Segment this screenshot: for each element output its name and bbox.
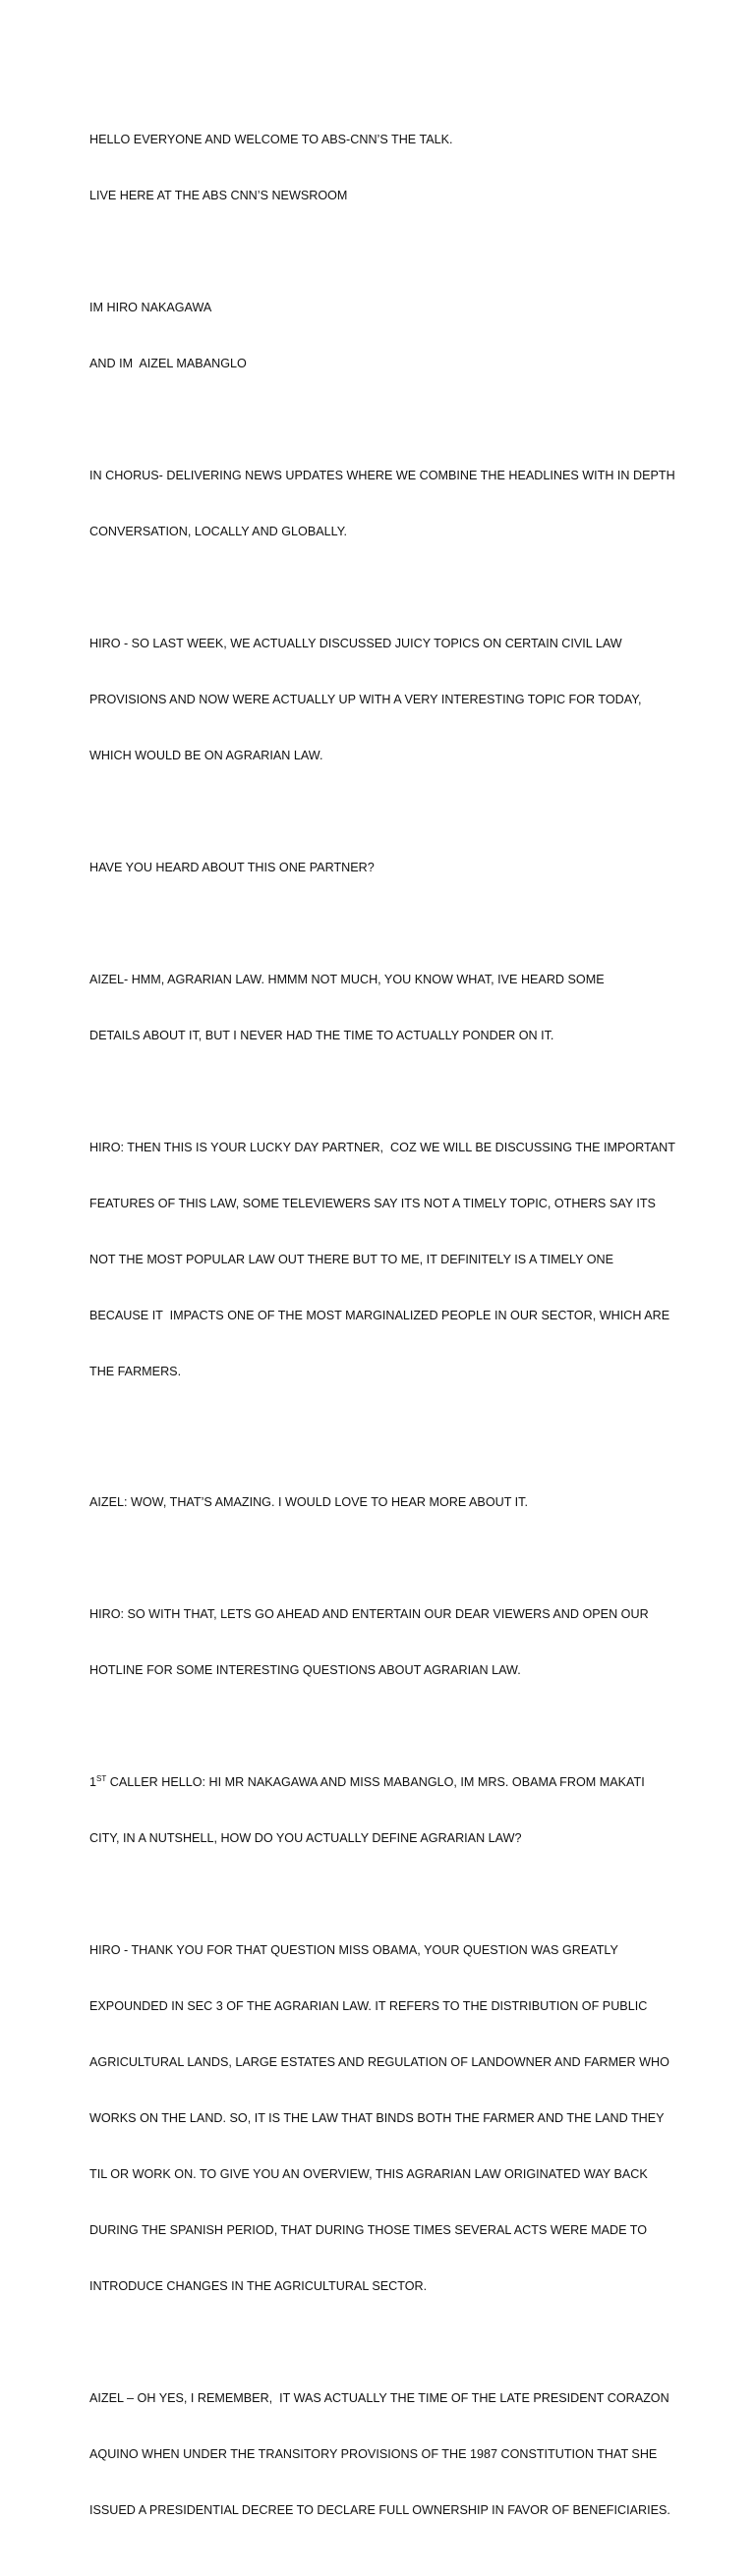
text-line: HIRO - SO LAST WEEK, WE ACTUALLY DISCUSSED JUICY TOPICS ON CERTAIN CIVIL LAW (89, 637, 622, 650)
text-line: THE FARMERS. (89, 1365, 182, 1378)
paragraph-aizel-reply (89, 933, 679, 1083)
text-line: WORKS ON THE LAND. SO, IT IS THE LAW THAT BINDS BOTH THE FARMER AND THE LAND THEY (89, 2111, 665, 2125)
text-line: IM HIRO NAKAGAWA (89, 301, 212, 314)
text-line (89, 1773, 679, 1792)
text-line: AGRICULTURAL LANDS, LARGE ESTATES AND REGULATION OF LANDOWNER AND FARMER WHO (89, 2055, 669, 2069)
text-line: DURING THE SPANISH PERIOD, THAT DURING THOSE TIMES SEVERAL ACTS WERE MADE TO (89, 2223, 648, 2237)
paragraph-chorus (89, 429, 679, 579)
text-line: PROVISIONS AND NOW WERE ACTUALLY UP WITH A VERY INTERESTING TOPIC FOR TODAY, (89, 693, 642, 706)
text-line: HAVE YOU HEARD ABOUT THIS ONE PARTNER? (89, 861, 375, 874)
text-line: AIZEL- HMM, AGRARIAN LAW. HMMM NOT MUCH, YOU KNOW WHAT, IVE HEARD SOME (89, 973, 605, 986)
paragraph-aizel-remember (89, 2352, 679, 2557)
text-line: INTRODUCE CHANGES IN THE AGRICULTURAL SECTOR. (89, 2279, 428, 2293)
paragraph-hiro-answer (89, 1904, 679, 2333)
caller-number: 1 (89, 1775, 97, 1789)
text-line: EXPOUNDED IN SEC 3 OF THE AGRARIAN LAW. IT REFERS TO THE DISTRIBUTION OF PUBLIC (89, 1999, 648, 2013)
paragraph-welcome (89, 93, 679, 243)
text-line: IN CHORUS- DELIVERING NEWS UPDATES WHERE WE COMBINE THE HEADLINES WITH IN DEPTH (89, 469, 675, 482)
text-line: FEATURES OF THIS LAW, SOME TELEVIEWERS SAY ITS NOT A TIMELY TOPIC, OTHERS SAY ITS (89, 1197, 656, 1210)
paragraph-hiro-hotline (89, 1568, 679, 1717)
text-line: HELLO EVERYONE AND WELCOME TO ABS-CNN’S THE TALK. (89, 133, 453, 146)
text-line: NOT THE MOST POPULAR LAW OUT THERE BUT TO ME, IT DEFINITELY IS A TIMELY ONE (89, 1253, 614, 1266)
text-line: AND IM AIZEL MABANGLO (89, 357, 247, 370)
text-line: ISSUED A PRESIDENTIAL DECREE TO DECLARE FULL OWNERSHIP IN FAVOR OF BENEFICIARIES. (89, 2503, 670, 2517)
text-line: AQUINO WHEN UNDER THE TRANSITORY PROVISIONS OF THE 1987 CONSTITUTION THAT SHE (89, 2447, 658, 2461)
paragraph-hiro-intro (89, 597, 679, 803)
text-line: HIRO: SO WITH THAT, LETS GO AHEAD AND ENTERTAIN OUR DEAR VIEWERS AND OPEN OUR (89, 1607, 649, 1621)
text-line: HIRO: THEN THIS IS YOUR LUCKY DAY PARTNER, COZ WE WILL BE DISCUSSING THE IMPORTANT (89, 1141, 675, 1154)
text-line: HIRO - THANK YOU FOR THAT QUESTION MISS OBAMA, YOUR QUESTION WAS GREATLY (89, 1943, 618, 1957)
text-line: LIVE HERE AT THE ABS CNN’S NEWSROOM (89, 189, 348, 202)
text-line: DETAILS ABOUT IT, BUT I NEVER HAD THE TIME TO ACTUALLY PONDER ON IT. (89, 1029, 554, 1042)
ordinal-suffix: ST (96, 1773, 107, 1783)
text-line: CONVERSATION, LOCALLY AND GLOBALLY. (89, 525, 348, 538)
text-line: AIZEL – OH YES, I REMEMBER, IT WAS ACTUALLY THE TIME OF THE LATE PRESIDENT CORAZON (89, 2391, 669, 2405)
text-line: AIZEL: WOW, THAT’S AMAZING. I WOULD LOVE TO HEAR MORE ABOUT IT. (89, 1495, 528, 1509)
paragraph-aizel-wow (89, 1456, 679, 1549)
paragraph-hiro-lucky-day (89, 1101, 679, 1419)
text-line: BECAUSE IT IMPACTS ONE OF THE MOST MARGINALIZED PEOPLE IN OUR SECTOR, WHICH ARE (89, 1309, 670, 1322)
paragraph-question (89, 821, 679, 915)
paragraph-hosts (89, 261, 679, 411)
text-line: HOTLINE FOR SOME INTERESTING QUESTIONS ABOUT AGRARIAN LAW. (89, 1663, 521, 1677)
text-line: CITY, IN A NUTSHELL, HOW DO YOU ACTUALLY DEFINE AGRARIAN LAW? (89, 1831, 522, 1845)
text-line: TIL OR WORK ON. TO GIVE YOU AN OVERVIEW, THIS AGRARIAN LAW ORIGINATED WAY BACK (89, 2167, 648, 2181)
text-line: WHICH WOULD BE ON AGRARIAN LAW. (89, 749, 323, 762)
paragraph-first-caller (89, 1736, 679, 1885)
document-page (89, 93, 679, 2576)
caller-line-rest: CALLER HELLO: HI MR NAKAGAWA AND MISS MABANGLO, IM MRS. OBAMA FROM MAKATI (106, 1775, 645, 1789)
